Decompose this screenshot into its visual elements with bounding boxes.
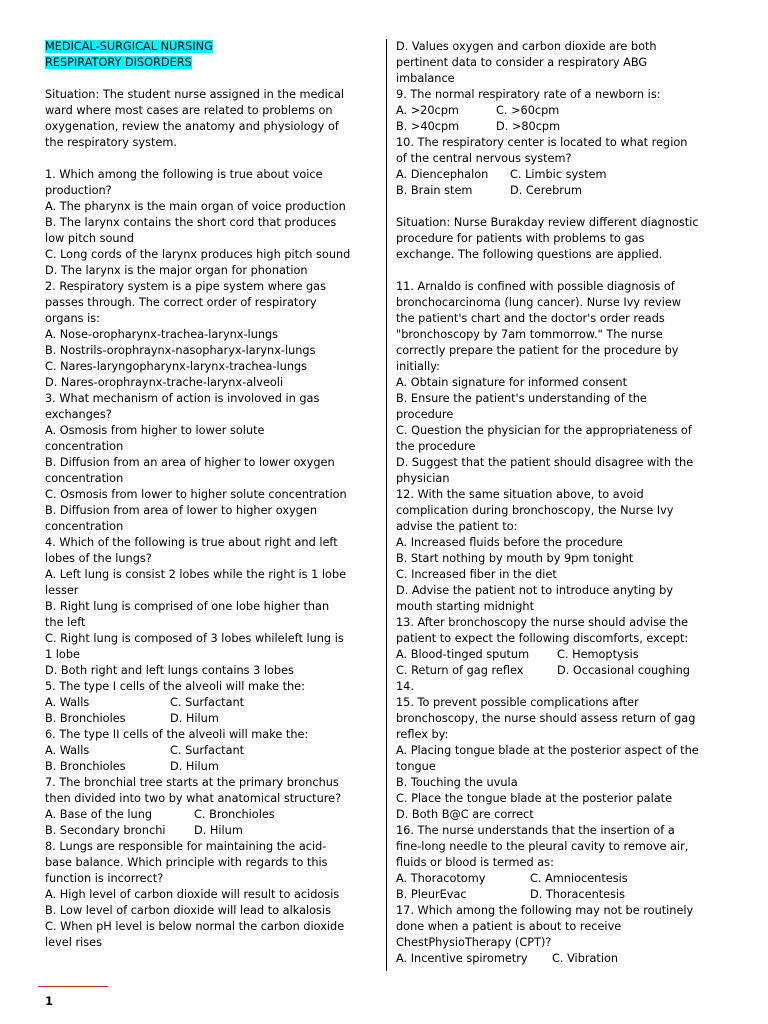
text-line: B. Right lung is comprised of one lobe higher than (45, 600, 330, 613)
spacer (396, 199, 736, 215)
text-line: B. Low level of carbon dioxide will lead to alkalosis (45, 904, 331, 917)
text-line: A. High level of carbon dioxide will result to acidosis (45, 888, 340, 901)
text-line: 2. Respiratory system is a pipe system where gas (45, 280, 326, 293)
text-line: D. Nares-orophraynx-trache-larynx-alveoli (45, 376, 284, 389)
left-body (45, 87, 380, 951)
text-line: A. The pharynx is the main organ of voice production (45, 200, 346, 213)
answer-option: D. >80cpm (496, 120, 561, 133)
option-pair (45, 743, 380, 759)
answer-option: A. Base of the lung (45, 808, 153, 821)
text-line: A. Obtain signature for informed consent (396, 376, 628, 389)
text-line: 14. (396, 680, 414, 693)
text-line: pertinent data to consider a respiratory ABG (396, 56, 648, 69)
text-line: 1. Which among the following is true about voice (45, 168, 323, 181)
text-line: concentration (45, 520, 124, 533)
answer-option: B. Bronchioles (45, 760, 126, 773)
text-line: A. Increased fluids before the procedure (396, 536, 623, 549)
text-line: C. Right lung is composed of 3 lobes whileleft lung is (45, 632, 344, 645)
text-line: ward where most cases are related to problems on (45, 104, 333, 117)
text-line: patient to expect the following discomforts, except: (396, 632, 689, 645)
text-line: the procedure (396, 440, 476, 453)
answer-option: C. Return of gag reflex (396, 664, 524, 677)
text-line: B. Nostrils-orophraynx-nasopharyx-larynx-lungs (45, 344, 316, 357)
text-line: organs is: (45, 312, 100, 325)
answer-option: A. Incentive spirometry (396, 952, 528, 965)
text-line: 4. Which of the following is true about right and left (45, 536, 338, 549)
answer-option: C. >60cpm (496, 104, 560, 117)
text-line: 8. Lungs are responsible for maintaining the acid- (45, 840, 327, 853)
text-line: D. Both B@C are correct (396, 808, 534, 821)
text-line: B. Touching the uvula (396, 776, 518, 789)
doc-subtitle-line (45, 55, 380, 71)
text-line: advise the patient to: (396, 520, 518, 533)
text-line: Situation: The student nurse assigned in the medical (45, 88, 345, 101)
text-line: bronchocarcinoma (lung cancer). Nurse Ivy review (396, 296, 682, 309)
option-pair (396, 119, 736, 135)
text-line: 12. With the same situation above, to avoid (396, 488, 644, 501)
spacer (396, 263, 736, 279)
answer-option: D. Hilum (170, 760, 219, 773)
answer-option: C. Bronchioles (194, 808, 275, 821)
right-column (396, 39, 736, 967)
text-line: B. Diffusion from area of lower to higher oxygen (45, 504, 317, 517)
text-line: fine-long needle to the pleural cavity to remove air, (396, 840, 689, 853)
text-line: procedure (396, 408, 454, 421)
right-body (396, 39, 736, 967)
column-divider (386, 39, 387, 971)
option-pair (45, 823, 380, 839)
text-line: lesser (45, 584, 79, 597)
answer-option: B. Bronchioles (45, 712, 126, 725)
text-line: tongue (396, 760, 436, 773)
text-line: the respiratory system. (45, 136, 177, 149)
text-line: 9. The normal respiratory rate of a newborn is: (396, 88, 661, 101)
answer-option: A. Blood-tinged sputum (396, 648, 530, 661)
text-line: the left (45, 616, 86, 629)
text-line: C. Question the physician for the appropriateness of (396, 424, 692, 437)
option-pair (396, 871, 736, 887)
page-number: 1 (45, 994, 54, 1008)
answer-option: B. Brain stem (396, 184, 473, 197)
text-line: C. Place the tongue blade at the posterior palate (396, 792, 673, 805)
text-line: procedure for patients with problems to gas (396, 232, 645, 245)
answer-option: C. Surfactant (170, 696, 245, 709)
answer-option: A. Walls (45, 696, 90, 709)
option-pair (396, 951, 736, 967)
text-line: lobes of the lungs? (45, 552, 152, 565)
answer-option: C. Amniocentesis (530, 872, 628, 885)
option-pair (396, 167, 736, 183)
text-line: 10. The respiratory center is located to what region (396, 136, 688, 149)
option-pair (45, 759, 380, 775)
text-line: fluids or blood is termed as: (396, 856, 554, 869)
text-line: ChestPhysioTherapy (CPT)? (396, 936, 552, 949)
answer-option: A. >20cpm (396, 104, 459, 117)
text-line: complication during bronchoscopy, the Nurse Ivy (396, 504, 674, 517)
text-line: 15. To prevent possible complications after (396, 696, 639, 709)
option-pair (396, 647, 736, 663)
answer-option: B. Secondary bronchi (45, 824, 166, 837)
doc-subtitle: RESPIRATORY DISORDERS (45, 56, 192, 69)
answer-option: B. PleurEvac (396, 888, 467, 901)
text-line: 11. Arnaldo is confined with possible diagnosis of (396, 280, 675, 293)
text-line: D. The larynx is the major organ for phonation (45, 264, 308, 277)
text-line: 17. Which among the following may not be routinely (396, 904, 694, 917)
option-pair (45, 695, 380, 711)
text-line: concentration (45, 440, 124, 453)
answer-option: D. Hilum (170, 712, 219, 725)
answer-option: D. Hilum (194, 824, 243, 837)
text-line: done when a patient is about to receive (396, 920, 622, 933)
option-pair (396, 887, 736, 903)
text-line: of the central nervous system? (396, 152, 572, 165)
text-line: oxygenation, review the anatomy and physiology of (45, 120, 339, 133)
text-line: correctly prepare the patient for the procedure by (396, 344, 679, 357)
text-line: then divided into two by what anatomical structure? (45, 792, 342, 805)
text-line: 1 lobe (45, 648, 80, 661)
option-pair (396, 663, 736, 679)
doc-title: MEDICAL-SURGICAL NURSING (45, 40, 213, 53)
doc-title-line (45, 39, 380, 55)
option-pair (45, 807, 380, 823)
text-line: D. Advise the patient not to introduce anyting by (396, 584, 674, 597)
text-line: production? (45, 184, 112, 197)
text-line: function is incorrect? (45, 872, 164, 885)
text-line: 13. After bronchoscopy the nurse should advise the (396, 616, 689, 629)
answer-option: C. Vibration (552, 952, 619, 965)
text-line: concentration (45, 472, 124, 485)
text-line: A. Osmosis from higher to lower solute (45, 424, 265, 437)
text-line: the patient's chart and the doctor's order reads (396, 312, 665, 325)
text-line: physician (396, 472, 450, 485)
answer-option: D. Occasional coughing (557, 664, 690, 677)
answer-option: A. Walls (45, 744, 90, 757)
answer-option: B. >40cpm (396, 120, 460, 133)
text-line: imbalance (396, 72, 455, 85)
text-line: 3. What mechanism of action is involoved in gas (45, 392, 320, 405)
text-line: exchanges? (45, 408, 112, 421)
text-line: Situation: Nurse Burakday review different diagnostic (396, 216, 699, 229)
footer-rule (38, 986, 108, 987)
text-line: C. Long cords of the larynx produces high pitch sound (45, 248, 351, 261)
text-line: C. When pH level is below normal the carbon dioxide (45, 920, 345, 933)
answer-option: C. Hemoptysis (557, 648, 639, 661)
option-pair (396, 103, 736, 119)
left-column (45, 39, 380, 951)
text-line: C. Osmosis from lower to higher solute concentration (45, 488, 347, 501)
text-line: C. Nares-laryngopharynx-larynx-trachea-lungs (45, 360, 308, 373)
text-line: B. Start nothing by mouth by 9pm tonight (396, 552, 634, 565)
text-line: A. Nose-oropharynx-trachea-larynx-lungs (45, 328, 279, 341)
text-line: D. Values oxygen and carbon dioxide are both (396, 40, 657, 53)
text-line: 7. The bronchial tree starts at the primary bronchus (45, 776, 339, 789)
text-line: D. Suggest that the patient should disagree with the (396, 456, 694, 469)
spacer (45, 151, 380, 167)
option-pair (396, 183, 736, 199)
text-line: 6. The type II cells of the alveoli will make the: (45, 728, 309, 741)
answer-option: C. Limbic system (510, 168, 607, 181)
text-line: B. Diffusion from an area of higher to lower oxygen (45, 456, 335, 469)
text-line: D. Both right and left lungs contains 3 lobes (45, 664, 294, 677)
text-line: low pitch sound (45, 232, 134, 245)
text-line: initially: (396, 360, 440, 373)
text-line: mouth starting midnight (396, 600, 535, 613)
text-line: bronchoscopy, the nurse should assess return of gag (396, 712, 696, 725)
text-line: passes through. The correct order of respiratory (45, 296, 317, 309)
text-line: reflex by: (396, 728, 449, 741)
text-line: exchange. The following questions are applied. (396, 248, 663, 261)
text-line: level rises (45, 936, 102, 949)
text-line: B. Ensure the patient's understanding of the (396, 392, 647, 405)
option-pair (45, 711, 380, 727)
text-line: 5. The type I cells of the alveoli will make the: (45, 680, 305, 693)
text-line: "bronchoscopy by 7am tommorrow." The nurse (396, 328, 663, 341)
answer-option: D. Thoracentesis (530, 888, 626, 901)
text-line: B. The larynx contains the short cord that produces (45, 216, 337, 229)
text-line: A. Left lung is consist 2 lobes while the right is 1 lobe (45, 568, 347, 581)
text-line: C. Increased fiber in the diet (396, 568, 557, 581)
text-line: A. Placing tongue blade at the posterior aspect of the (396, 744, 699, 757)
spacer (45, 71, 380, 87)
answer-option: D. Cerebrum (510, 184, 583, 197)
answer-option: A. Thoracotomy (396, 872, 486, 885)
text-line: base balance. Which principle with regards to this (45, 856, 328, 869)
answer-option: A. Diencephalon (396, 168, 489, 181)
text-line: 16. The nurse understands that the insertion of a (396, 824, 675, 837)
answer-option: C. Surfactant (170, 744, 245, 757)
